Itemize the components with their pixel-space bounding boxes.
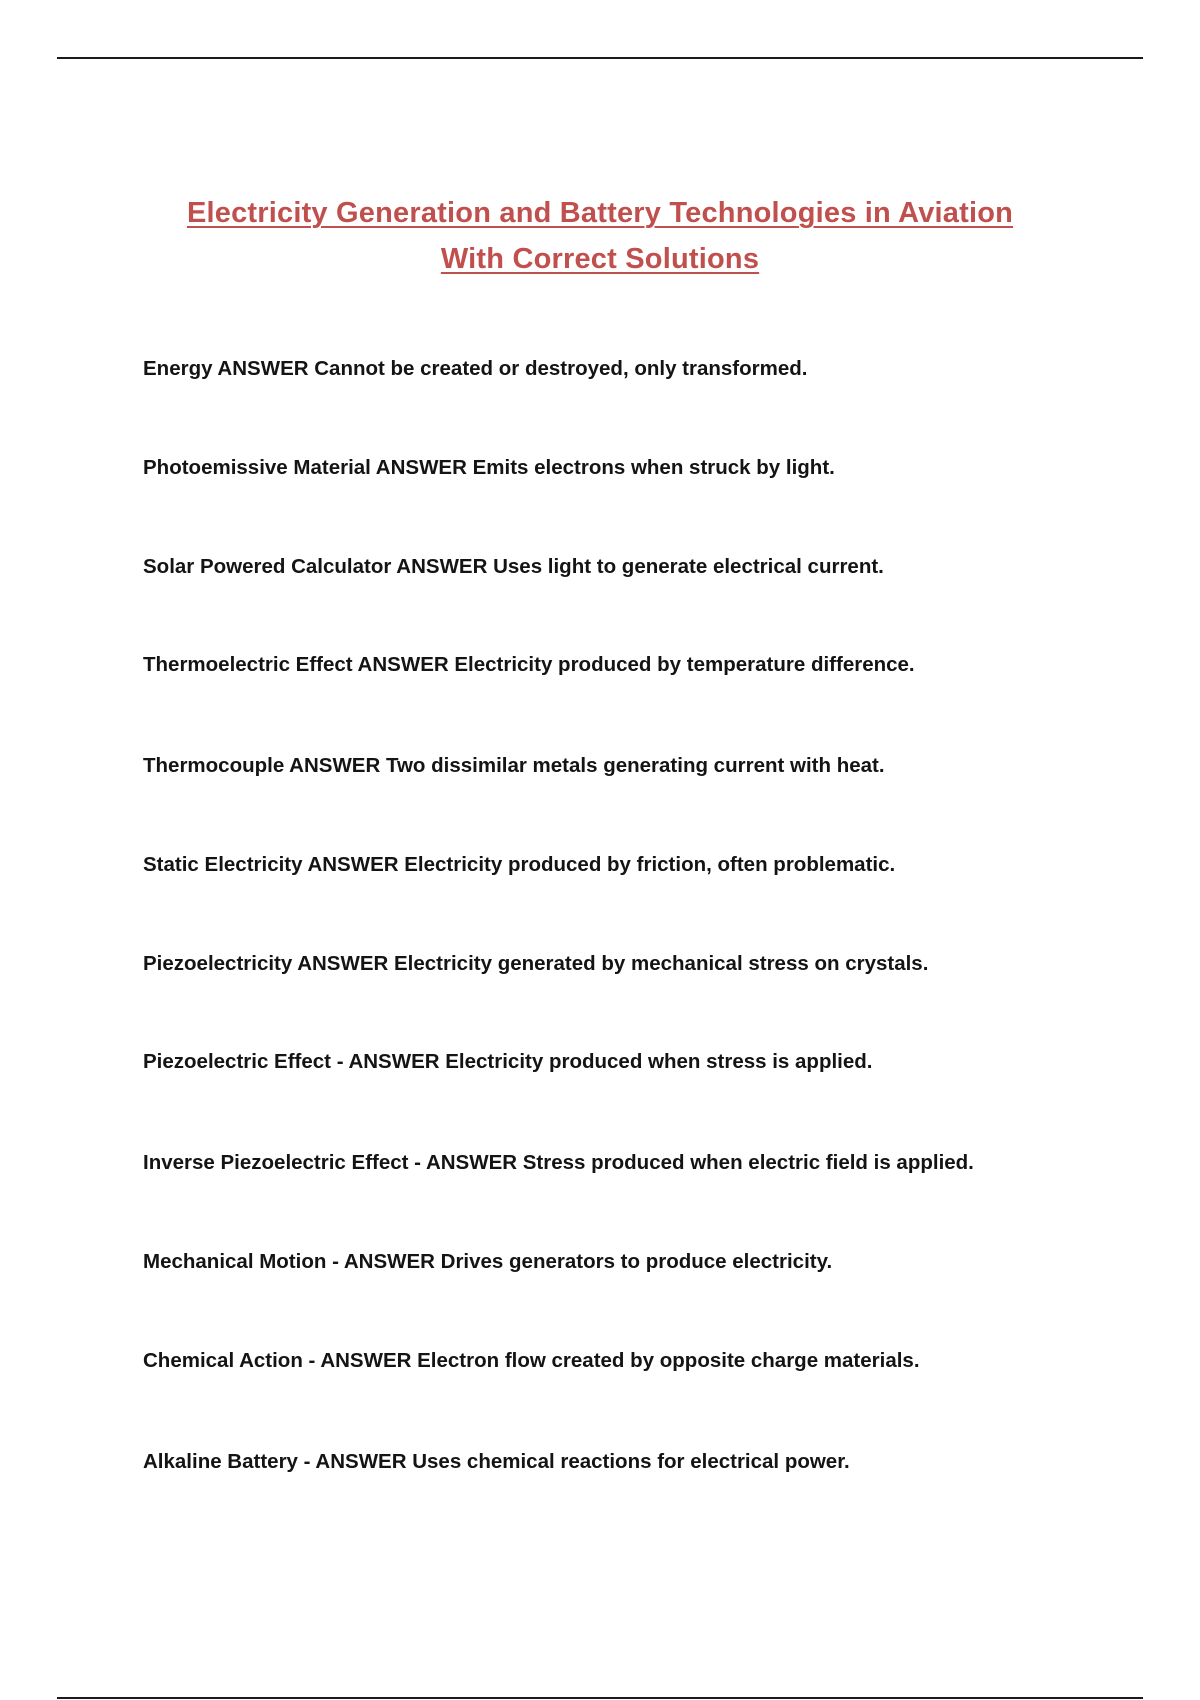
qa-item: Piezoelectricity ANSWER Electricity generated by mechanical stress on crystals. <box>143 952 929 975</box>
qa-item: Piezoelectric Effect - ANSWER Electricity produced when stress is applied. <box>143 1050 873 1073</box>
document-title <box>100 190 1100 282</box>
qa-item: Energy ANSWER Cannot be created or destroyed, only transformed. <box>143 357 808 380</box>
qa-item: Alkaline Battery - ANSWER Uses chemical reactions for electrical power. <box>143 1450 850 1473</box>
qa-item: Solar Powered Calculator ANSWER Uses light to generate electrical current. <box>143 555 884 578</box>
title-line-1: Electricity Generation and Battery Technologies in Aviation <box>186 197 1014 229</box>
qa-item: Thermoelectric Effect ANSWER Electricity produced by temperature difference. <box>143 653 915 676</box>
qa-item: Photoemissive Material ANSWER Emits electrons when struck by light. <box>143 456 835 479</box>
qa-item: Mechanical Motion - ANSWER Drives generators to produce electricity. <box>143 1250 833 1273</box>
bottom-divider <box>57 1697 1143 1699</box>
qa-item: Static Electricity ANSWER Electricity produced by friction, often problematic. <box>143 853 896 876</box>
top-divider <box>57 57 1143 59</box>
title-line-2: With Correct Solutions <box>440 243 760 275</box>
qa-item: Inverse Piezoelectric Effect - ANSWER Stress produced when electric field is applied. <box>143 1151 974 1174</box>
qa-item: Chemical Action - ANSWER Electron flow created by opposite charge materials. <box>143 1349 920 1372</box>
qa-item: Thermocouple ANSWER Two dissimilar metals generating current with heat. <box>143 754 885 777</box>
